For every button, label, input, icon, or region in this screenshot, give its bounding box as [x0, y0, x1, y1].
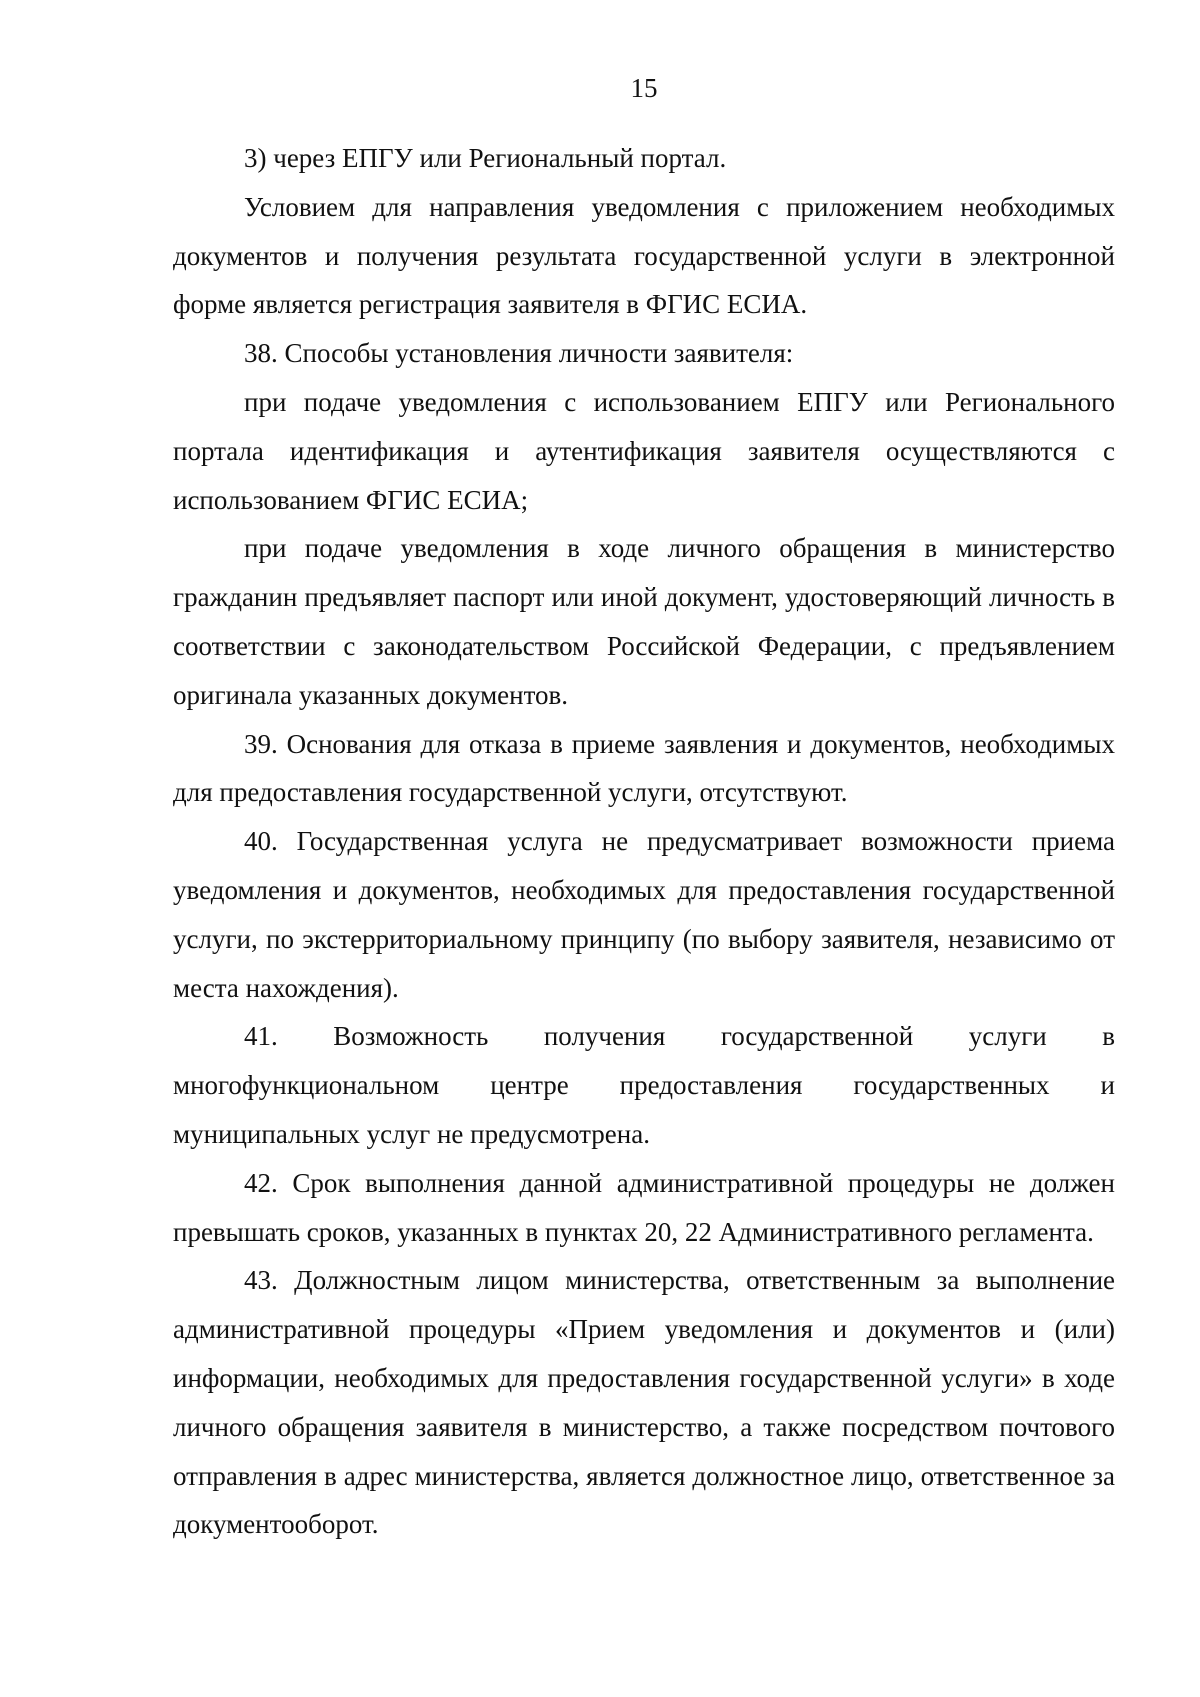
paragraph-40: 40. Государственная услуга не предусматривает возможности приема уведомления и документов, необходимых для предоставления государственной услуги, по экстерриториальному принципу (по выбору заявителя, независимо от места нахождения). — [173, 826, 1115, 1003]
document-body — [173, 134, 1115, 1549]
paragraph-item-3: 3) через ЕПГУ или Региональный портал. — [244, 143, 727, 173]
page-number: 15 — [630, 73, 658, 103]
paragraph-42: 42. Срок выполнения данной административной процедуры не должен превышать сроков, указанных в пунктах 20, 22 Административного регламента. — [173, 1167, 1115, 1247]
paragraph-38: 38. Способы установления личности заявителя: — [244, 338, 794, 369]
paragraph-registration-condition: Условием для направления уведомления с приложением необходимых документов и получения результата государственной услуги в электронной форме является регистрация заявителя в ФГИС ЕСИА. — [173, 191, 1115, 320]
paragraph-epgu-identification: при подаче уведомления с использованием ЕПГУ или Регионального портала идентификация и аутентификация заявителя осуществляются с использованием ФГИС ЕСИА; — [173, 386, 1115, 515]
paragraph-43: 43. Должностным лицом министерства, ответственным за выполнение административной процедуры «Прием уведомления и документов и (или) информации, необходимых для предоставления государственной услуги» в ходе личного обращения заявителя в министерство, а также посредством почтового отправления в адрес министерства, является должностное лицо, ответственное за документооборот. — [173, 1265, 1115, 1540]
paragraph-41: 41. Возможность получения государственной услуги в многофункциональном центре предоставления государственных и муниципальных услуг не предусмотрена. — [173, 1021, 1115, 1149]
paragraph-personal-visit-identification: при подаче уведомления в ходе личного обращения в министерство гражданин предъявляет паспорт или иной документ, удостоверяющий личность в соответствии с законодательством Российской Федерации, с предъявлением оригинала указанных документов. — [173, 533, 1115, 710]
paragraph-39: 39. Основания для отказа в приеме заявления и документов, необходимых для предоставления государственной услуги, отсутствуют. — [173, 728, 1115, 808]
